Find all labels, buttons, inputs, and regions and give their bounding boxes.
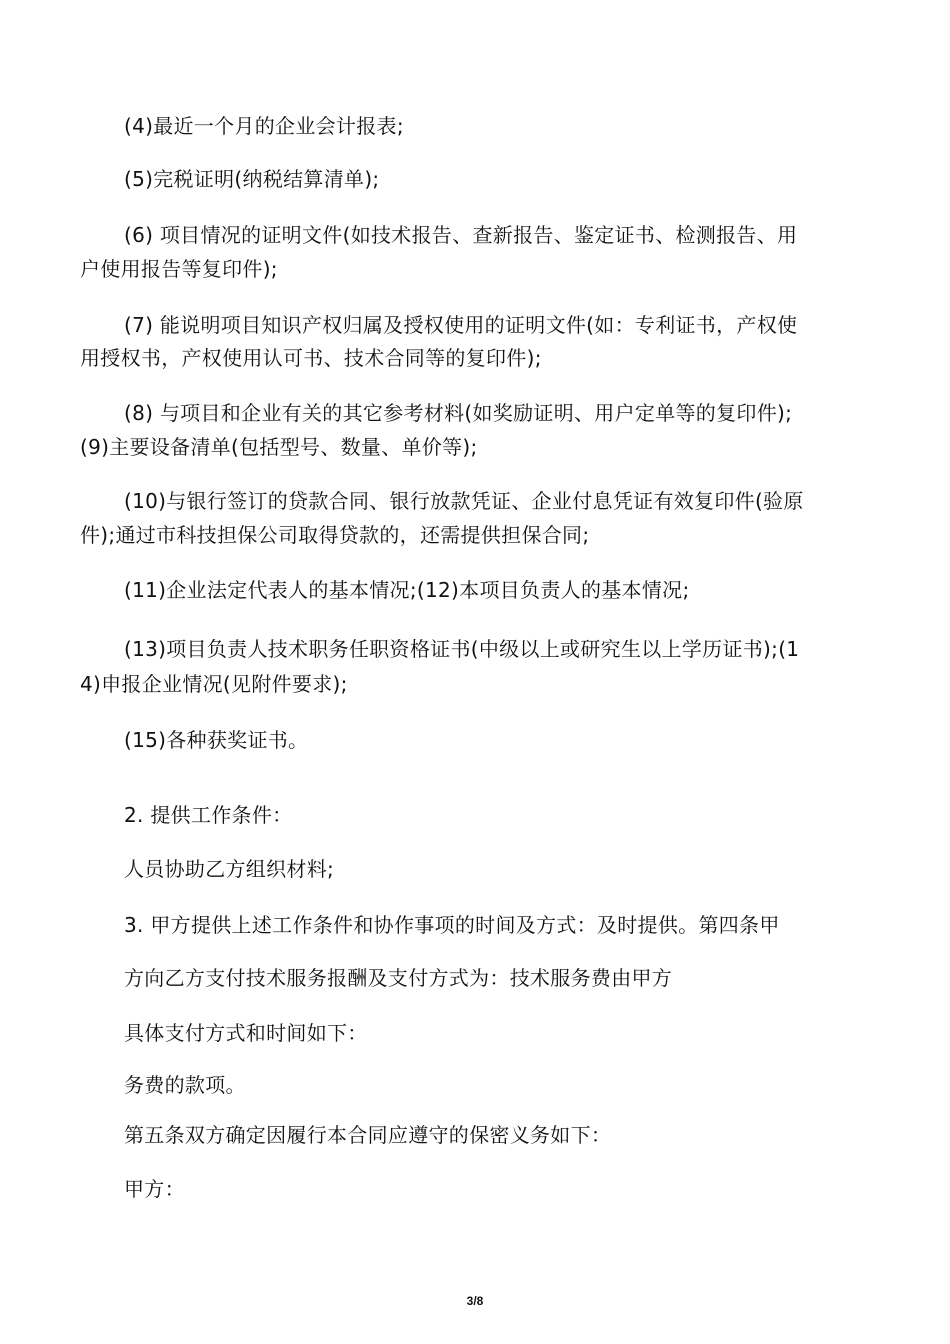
paragraph: 甲方： xyxy=(124,1177,185,1201)
list-item: (6) 项目情况的证明文件(如技术报告、查新报告、鉴定证书、检测报告、用 xyxy=(124,223,798,247)
list-item: (4)最近一个月的企业会计报表; xyxy=(124,114,404,138)
list-item-continuation: 4)申报企业情况(见附件要求); xyxy=(80,672,348,696)
list-item-continuation: 户使用报告等复印件); xyxy=(80,257,278,281)
list-item: (15)各种获奖证书。 xyxy=(124,728,309,752)
paragraph: 具体支付方式和时间如下： xyxy=(124,1021,368,1045)
list-item-continuation: 用授权书，产权使用认可书、技术合同等的复印件); xyxy=(80,346,542,370)
list-item: (13)项目负责人技术职务任职资格证书(中级以上或研究生以上学历证书);(1 xyxy=(124,637,800,661)
list-item: (7) 能说明项目知识产权归属及授权使用的证明文件(如：专利证书，产权使 xyxy=(124,313,798,337)
paragraph: 第五条双方确定因履行本合同应遵守的保密义务如下： xyxy=(124,1123,612,1147)
paragraph: 方向乙方支付技术服务报酬及支付方式为：技术服务费由甲方 xyxy=(124,966,673,990)
list-item: (9)主要设备清单(包括型号、数量、单价等); xyxy=(80,435,478,459)
list-item: (5)完税证明(纳税结算清单); xyxy=(124,167,380,191)
section-heading: 2. 提供工作条件： xyxy=(124,803,293,827)
list-item-continuation: 件);通过市科技担保公司取得贷款的，还需提供担保合同; xyxy=(80,523,590,547)
page-number: 3/8 xyxy=(466,1294,484,1308)
paragraph: 3. 甲方提供上述工作条件和协作事项的时间及方式：及时提供。第四条甲 xyxy=(124,913,780,937)
paragraph: 人员协助乙方组织材料; xyxy=(124,857,335,881)
list-item: (10)与银行签订的贷款合同、银行放款凭证、企业付息凭证有效复印件(验原 xyxy=(124,489,804,513)
paragraph: 务费的款项。 xyxy=(124,1073,246,1097)
list-item: (11)企业法定代表人的基本情况;(12)本项目负责人的基本情况; xyxy=(124,578,690,602)
list-item: (8) 与项目和企业有关的其它参考材料(如奖励证明、用户定单等的复印件); xyxy=(124,401,793,425)
